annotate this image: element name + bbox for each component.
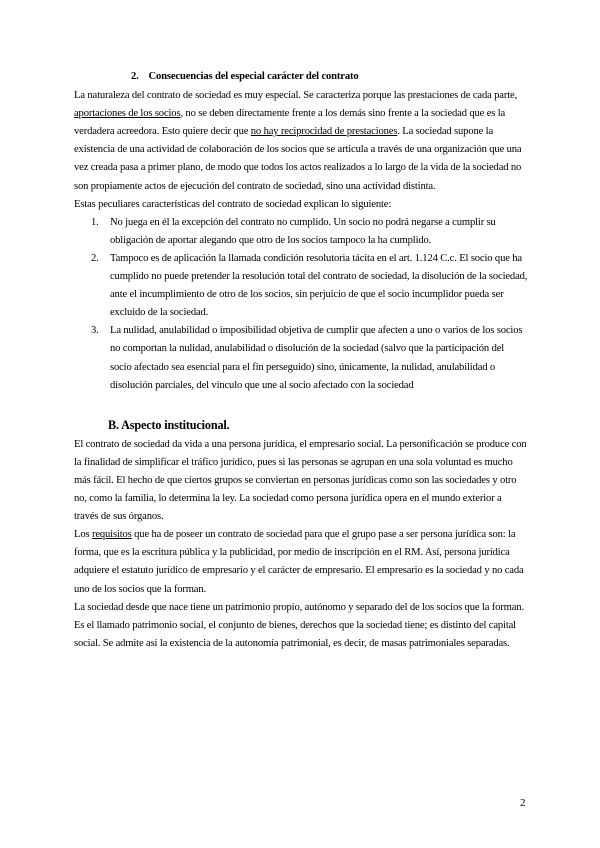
underlined-reciprocidad: no hay reciprocidad de prestaciones — [250, 126, 398, 138]
section-number: 2. — [131, 71, 139, 82]
section-title: Consecuencias del especial carácter del contrato — [148, 71, 359, 82]
paragraph-text: , no se deben directamente frente a los demás sino frente a la sociedad que es la verdadera acreedora. Esto quiere decir que — [74, 108, 506, 138]
paragraph-legal-person: El contrato de sociedad da vida a una persona jurídica, el empresario social. La personificación se produce con la finalidad de simplificar el tráfico jurídico, pues si las personas se agrupan en una sola voluntad es mucho más fácil. El hecho de que ciertos grupos se conviertan en personas jurídicas como son las sociedades y otro no, como la familia, lo determina la ley. La sociedad como persona jurídica opera en el mundo exterior a través de sus órganos. — [74, 438, 527, 523]
paragraph-text: que ha de poseer un contrato de sociedad para que el grupo pase a ser persona jurídica son: la forma, que es la escritura pública y la publicidad, por medio de inscripción en el RM. Así, persona jurídica adquiere el estatuto jurídico de empresario y el carácter de empresario. El empresario es la sociedad y no cada uno de los socios que la forman. — [74, 529, 524, 595]
consequences-list — [74, 214, 528, 395]
underlined-aportaciones: aportaciones de los socios — [74, 108, 181, 120]
section-heading-2 — [74, 68, 528, 86]
paragraph-requirements — [74, 526, 528, 598]
paragraph-text: La naturaleza del contrato de sociedad es muy especial. Se caracteriza porque las prestaciones de cada parte, — [74, 90, 518, 102]
paragraph-nature — [74, 87, 528, 196]
underlined-requisitos: requisitos — [91, 529, 132, 541]
list-item — [74, 250, 528, 322]
section-heading-b: B. Aspecto institucional. — [108, 417, 230, 432]
paragraph-patrimony: La sociedad desde que nace tiene un patrimonio propio, autónomo y separado del de los socios que la forman. Es el llamado patrimonio social, el conjunto de bienes, derechos que la sociedad tiene; es distinto del capital social. Se admite así la existencia de la autonomía patrimonial, es decir, de masas patrimoniales separadas. — [74, 601, 524, 649]
list-text: La nulidad, anulabilidad o imposibilidad objetiva de cumplir que afecten a uno o varios de los socios no comportan la nulidad, anulabilidad o disolución de la sociedad (salvo que la participación del socio afectado sea esencial para el fin perseguido) sino, únicamente, la nulidad, anulabilidad o disolución parciales, del vínculo que une al socio afectado con la sociedad — [110, 325, 523, 391]
list-number: 1. — [91, 216, 99, 228]
paragraph-peculiarities: Estas peculiares características del contrato de sociedad explican lo siguiente: — [74, 198, 392, 210]
page-number: 2 — [520, 797, 526, 809]
list-number: 2. — [91, 252, 99, 264]
paragraph-text: . La sociedad supone la existencia de una actividad de colaboración de los socios que se articula a través de una organización que una vez creada pasa a primer plano, de modo que todos los actos realizados a lo largo de la vida de la sociedad no son propiamente actos de ejecución del contrato de sociedad, sino una actividad distinta. — [74, 126, 522, 192]
list-text: Tampoco es de aplicación la llamada condición resolutoria tácita en el art. 1.124 C.c. El socio que ha cumplido no puede pretender la resolución total del contrato de sociedad, la disolución de la sociedad, ante el incumplimiento de otro de los socios, sin perjuicio de que el socio incumplidor pueda ser excluido de la sociedad. — [110, 252, 528, 319]
page-content — [74, 68, 528, 653]
paragraph-text: Los — [74, 529, 92, 541]
list-number: 3. — [91, 325, 99, 337]
list-text: No juega en él la excepción del contrato no cumplido. Un socio no podrá negarse a cumplir su obligación de aportar alegando que otro de los socios tampoco la ha cumplido. — [110, 216, 496, 246]
list-item — [74, 214, 528, 250]
list-item — [74, 322, 528, 394]
